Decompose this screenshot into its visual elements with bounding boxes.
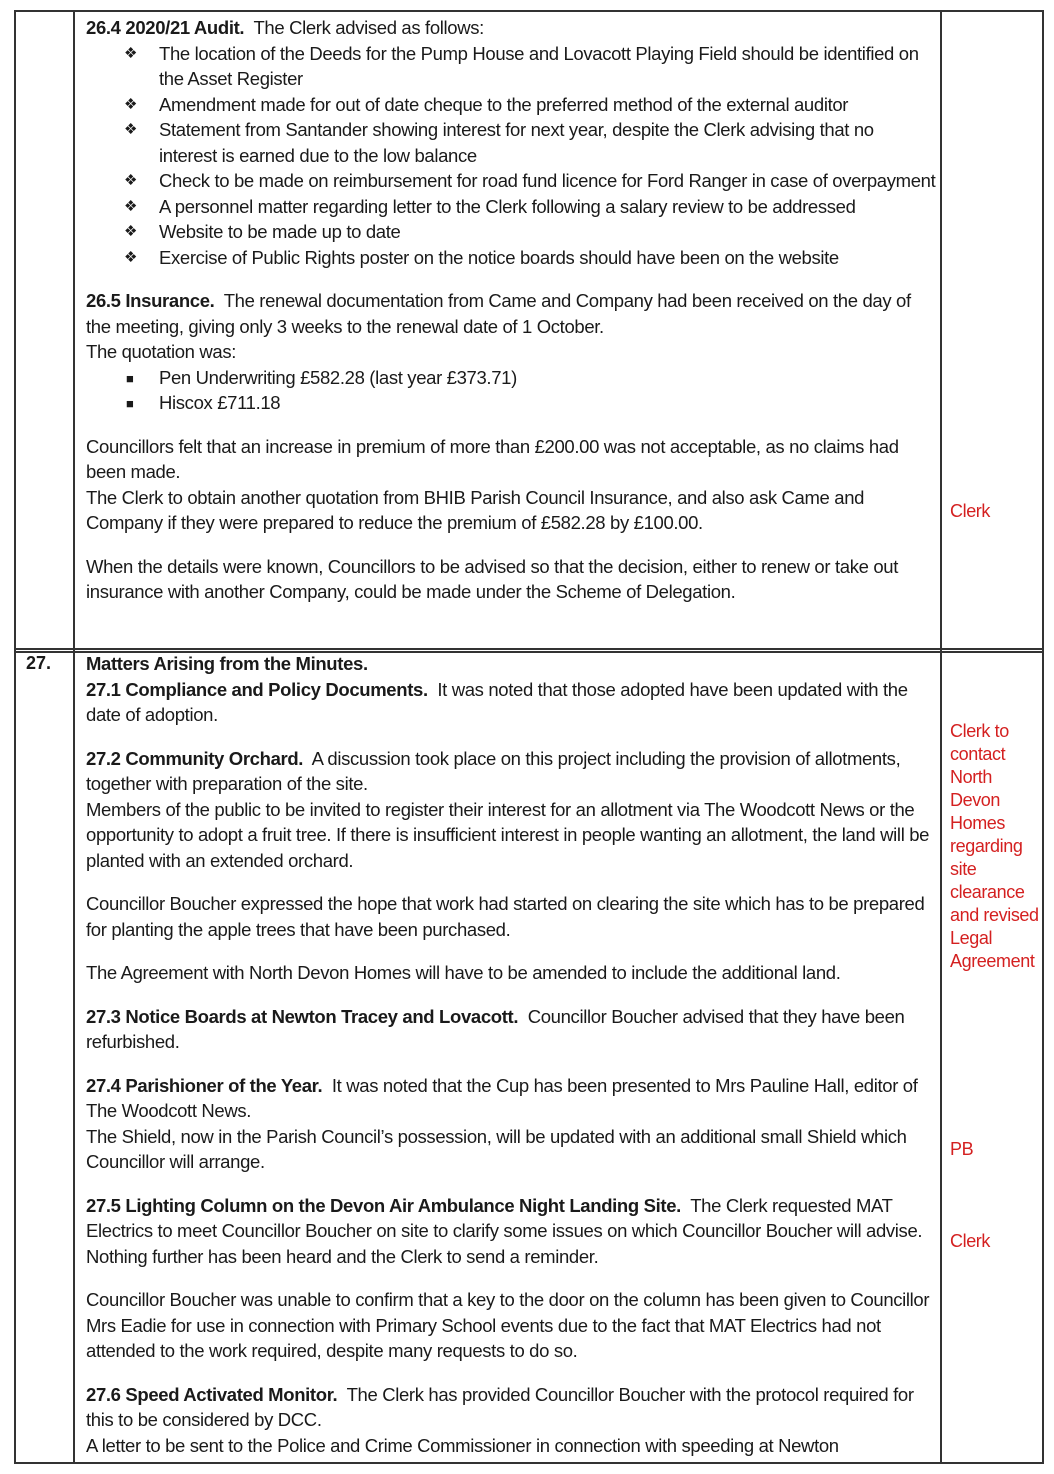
section-heading: 27.2 Community Orchard. xyxy=(86,747,304,769)
list-item: ■ Hiscox £711.18 xyxy=(86,390,936,416)
minutes-table xyxy=(14,10,1044,1464)
action-insurance: Clerk xyxy=(950,501,991,521)
column-divider-left xyxy=(73,12,75,1462)
diamond-bullet-icon: ❖ xyxy=(124,223,138,240)
section-27-5-text-2: Councillor Boucher was unable to confirm that a key to the door on the column has been given to Councillor Mrs Eadie for use in connection with Primary School events due to the fact that MAT Electrics had not attended to the work required, despite many requests to do so. xyxy=(86,1289,930,1361)
section-27-2-text-2: Members of the public to be invited to register their interest for an allotment via The Woodcott News or the opportunity to adopt a fruit tree. If there is insufficient interest in people wanting an allotment, the land will be planted with an extended orchard. xyxy=(86,798,930,871)
section-27-6-text-2: A letter to be sent to the Police and Crime Commissioner in connection with speeding at Newton xyxy=(86,1434,839,1456)
action-shield: PB xyxy=(950,1139,974,1159)
section-heading: 27.1 Compliance and Policy Documents. xyxy=(86,678,428,700)
audit-paragraph xyxy=(86,15,936,41)
section-heading: 27.5 Lighting Column on the Devon Air Ambulance Night Landing Site. xyxy=(86,1194,681,1216)
insurance-heading: 26.5 Insurance. xyxy=(86,290,215,311)
square-bullet-icon: ■ xyxy=(126,370,134,386)
insurance-para-1: Councillors felt that an increase in premium of more than £200.00 was not acceptable, as no claims had been made. xyxy=(86,435,899,482)
section-27-4: 27.4 Parishioner of the Year. It was noted that the Cup has been presented to Mrs Pauline Hall, editor of The Woodcott News. xyxy=(86,1074,918,1121)
list-item: ❖ A personnel matter regarding letter to the Clerk following a salary review to be addressed xyxy=(86,194,936,220)
diamond-bullet-icon: ❖ xyxy=(124,172,138,189)
section-27-1: 27.1 Compliance and Policy Documents. It was noted that those adopted have been updated with the date of adoption. xyxy=(86,678,908,725)
audit-intro: The Clerk advised as follows: xyxy=(253,17,484,38)
list-item: ❖ Statement from Santander showing interest for next year, despite the Clerk advising that no interest is earned due to the low balance xyxy=(124,119,874,166)
column-divider-right xyxy=(940,12,942,1462)
diamond-bullet-icon: ❖ xyxy=(124,44,138,62)
action-lighting: Clerk xyxy=(950,1231,991,1251)
section-27-2-text-3: Councillor Boucher expressed the hope that work had started on clearing the site which has to be prepared for planting the apple trees that have been purchased. xyxy=(86,893,925,940)
insurance-para-2: The Clerk to obtain another quotation from BHIB Parish Council Insurance, and also ask Came and Company if they were prepared to reduce the premium of £582.28 by £100.00. xyxy=(86,486,865,533)
item-26-content xyxy=(86,15,936,605)
list-item: ❖ Website to be made up to date xyxy=(86,219,936,245)
diamond-bullet-icon: ❖ xyxy=(124,248,138,266)
diamond-bullet-icon: ❖ xyxy=(124,121,138,138)
row-divider xyxy=(16,648,1042,650)
section-27-5: 27.5 Lighting Column on the Devon Air Ambulance Night Landing Site. The Clerk requested MAT Electrics to meet Councillor Boucher on site to clarify some issues on which Councillor Boucher will advise. Nothing further has been heard and the Clerk to send a reminder. xyxy=(86,1194,923,1267)
item-27-content xyxy=(86,651,936,1458)
item-number: 27. xyxy=(26,653,52,673)
section-heading: 27.6 Speed Activated Monitor. xyxy=(86,1383,338,1405)
section-27-6: 27.6 Speed Activated Monitor. The Clerk has provided Councillor Boucher with the protocol required for this to be considered by DCC. xyxy=(86,1383,914,1430)
audit-bullet-list xyxy=(86,41,936,271)
list-item: ■ Pen Underwriting £582.28 (last year £373.71) xyxy=(86,365,936,391)
section-27-2-text-4: The Agreement with North Devon Homes will have to be amended to include the additional land. xyxy=(86,962,841,983)
list-item: ❖ The location of the Deeds for the Pump House and Lovacott Playing Field should be identified on the Asset Register xyxy=(124,42,919,89)
item-27-title: Matters Arising from the Minutes. xyxy=(86,653,368,674)
diamond-bullet-icon: ❖ xyxy=(124,197,138,215)
section-heading: 27.3 Notice Boards at Newton Tracey and Lovacott. xyxy=(86,1005,519,1027)
list-item: ❖ Amendment made for out of date cheque to the preferred method of the external auditor xyxy=(86,92,936,118)
section-27-4-text-2: The Shield, now in the Parish Council’s possession, will be updated with an additional small Shield which Councillor will arrange. xyxy=(86,1125,907,1172)
quotation-label: The quotation was: xyxy=(86,341,237,362)
insurance-paragraph: 26.5 Insurance. The renewal documentation from Came and Company had been received on the day of the meeting, giving only 3 weeks to the renewal date of 1 October. xyxy=(86,290,911,337)
insurance-para-3: When the details were known, Councillors to be advised so that the decision, either to renew or take out insurance with another Company, could be made under the Scheme of Delegation. xyxy=(86,555,898,602)
action-orchard: Clerk to contact North Devon Homes regarding site clearance and revised Legal Agreement xyxy=(950,721,1039,971)
section-27-3: 27.3 Notice Boards at Newton Tracey and Lovacott. Councillor Boucher advised that they have been refurbished. xyxy=(86,1005,905,1052)
diamond-bullet-icon: ❖ xyxy=(124,95,138,113)
square-bullet-icon: ■ xyxy=(126,396,134,411)
section-27-2: 27.2 Community Orchard. A discussion took place on this project including the provision of allotments, together with preparation of the site. xyxy=(86,747,901,794)
list-item: ❖ Exercise of Public Rights poster on the notice boards should have been on the website xyxy=(86,245,936,271)
section-heading: 27.4 Parishioner of the Year. xyxy=(86,1074,323,1096)
quotation-list xyxy=(86,365,936,416)
list-item: ❖ Check to be made on reimbursement for road fund licence for Ford Ranger in case of overpayment xyxy=(86,168,936,194)
audit-heading: 26.4 2020/21 Audit. xyxy=(86,17,245,38)
